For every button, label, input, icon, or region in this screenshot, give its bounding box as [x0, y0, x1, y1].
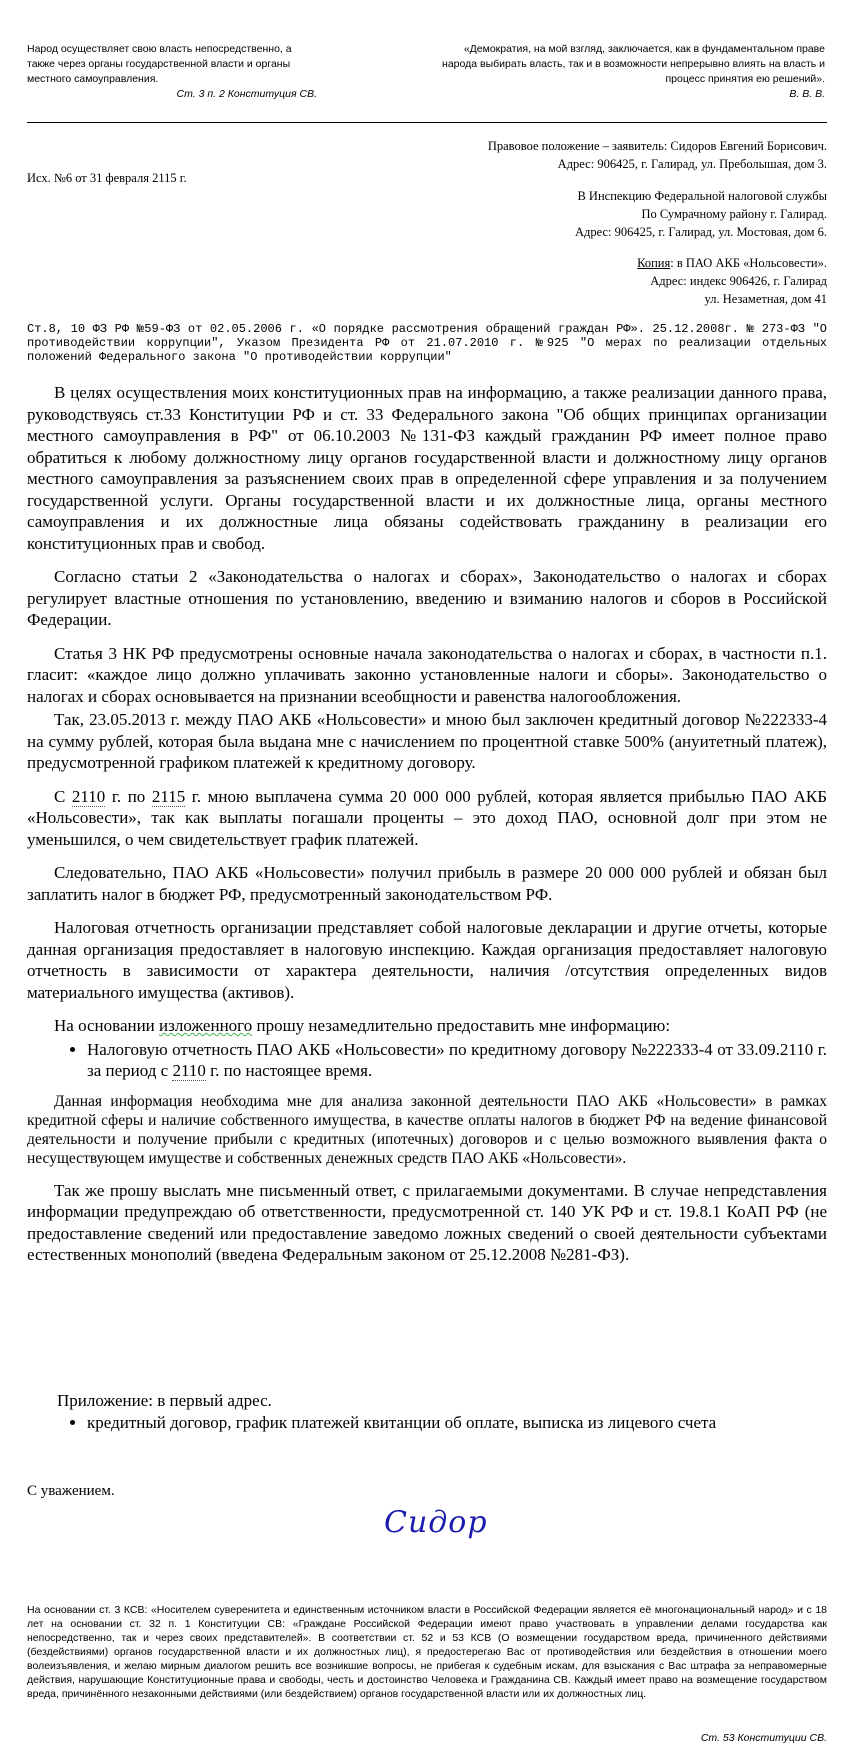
copy-block: [637, 254, 827, 308]
recipient-block: [575, 187, 827, 241]
p5-part-b: г. по: [105, 786, 152, 806]
body-paragraph-6: Следовательно, ПАО АКБ «Нольсовести» получил прибыль в размере 20 000 000 рублей и обязан был заплатить налог в бюджет РФ, предусмотренный законодательством РФ.: [27, 863, 827, 904]
bullet1-year: 2110: [172, 1061, 206, 1080]
outgoing-number: Исх. №6 от 31 февраля 2115 г.: [27, 171, 187, 185]
copy-line: [637, 254, 827, 272]
body-paragraph-1: В целях осуществления моих конституционных прав на информацию, а также реализации данного права, руководствуясь ст.33 Конституции РФ и ст. 33 Федерального закона "Об общих принципах организации местного самоуправления в РФ" от 06.10.2003 №131-ФЗ каждый гражданин РФ имеет полное право обратиться к любому должностному лицу органов государственной власти и должностному лицу органов местного самоуправления за разъяснением своих прав в определенной сфере управления и за получением государственной услуги. Органы государственной власти и их должностные лица, органы местного самоуправления и их должностные лица обязаны содействовать гражданину в реализации его конституционных прав и свобод.: [27, 383, 827, 553]
closing-regards: С уважением.: [27, 1483, 115, 1499]
recipient-address: Адрес: 906425, г. Галирад, ул. Мостовая, дом 6.: [575, 225, 827, 239]
p8-part-a: На основании: [54, 1016, 160, 1035]
applicant-address: Адрес: 906425, г. Галирад, ул. Преболышая, дом 3.: [557, 157, 827, 171]
bullet1-part-a: Налоговую отчетность ПАО АКБ «Нольсовести» по кредитному договору №222333-4 от 33.09.2110 г. за период с: [87, 1039, 827, 1080]
applicant-block: [488, 137, 827, 173]
body-paragraph-8: [27, 1015, 827, 1037]
laws-reference: Ст.8, 10 ФЗ РФ №59-ФЗ от 02.05.2006 г. «О порядке рассмотрения обращений граждан РФ». 25.12.2008г. № 273-ФЗ "О противодействии коррупции", Указом Президента РФ от 21.07.2010 г. №925 "О мерах по реализации отдельных положений Федерального закона "О противодействии коррупции": [27, 322, 827, 364]
footer-text: На основании ст. 3 КСВ: «Носителем суверенитета и единственным источником власти в Российской Федерации является её многонациональный народ» и с 18 лет на основании ст. 32 п. 1 Конституции СВ: «Граждане Российской Федерации имеют право участвовать в управлении делами государства как непосредственно, так и через своих представителей». В соответствии ст. 52 и 53 КСВ (О возмещении государством вреда, причиненного действиями (бездействиями) органов государственной власти и их должностных лиц), я предостерегаю Вас от противодействия или бездействия в отношении моего волеизъявления, и желаю мирным диалогом решить все возникшие вопросы, не прибегая к судебным искам, для взыскания с Вас штрафа за неправомерные действия, нарушающие Конституционные права и свободы, честь и достоинство Человека и Гражданина СВ. Каждый имеет право на возмещение государством вреда, причинённого незаконными действиями (или бездействием) органов государственной власти или их должностных лиц.: [27, 1604, 827, 1700]
body-paragraph-5: [27, 786, 827, 851]
request-item: [87, 1039, 827, 1082]
copy-recipient: : в ПАО АКБ «Нольсовести».: [670, 256, 827, 270]
recipient-line2: По Сумрачному району г. Галирад.: [641, 207, 827, 221]
bullet1-part-b: г. по настоящее время.: [205, 1061, 373, 1080]
body-paragraph-9: Данная информация необходима мне для анализа законной деятельности ПАО АКБ «Нольсовести» в рамках кредитной сферы и наличие собственного имущества, в качестве оплаты налогов в бюджет РФ на ведение финансовой деятельности и получение прибыли с кредитных (ипотечных) договоров и с целью возможного выявления факта о несуществующем имуществе и собственных денежных средств ПАО АКБ «Нольсовести».: [27, 1092, 827, 1167]
appendix-list: [57, 1412, 827, 1434]
copy-address-line2: ул. Незаметная, дом 41: [704, 292, 827, 306]
epigraph-left-text: Народ осуществляет свою власть непосредственно, а также через органы государственной власти и органы местного самоуправления.: [27, 43, 292, 85]
epigraph-left: [27, 42, 317, 102]
appendix-item: • кредитный договор, график платежей квитанции об оплате, выписка из лицевого счета: [87, 1412, 827, 1434]
p8-word: изложенного: [159, 1016, 253, 1035]
p5-year-end: 2115: [151, 786, 186, 806]
epigraph-right-source: В. В. В.: [789, 88, 825, 100]
p5-year-start: 2110: [71, 786, 106, 806]
footer-source: Ст. 53 Конституции СВ.: [700, 1732, 827, 1744]
copy-address-line1: Адрес: индекс 906426, г. Галирад: [650, 274, 827, 288]
epigraph-right-text: «Демократия, на мой взгляд, заключается, как в фундаментальном праве народа выбирать власть, так и в возможности непрерывно влиять на власть и процесс принятия ею решений».: [442, 43, 825, 85]
body-paragraph-7: Налоговая отчетность организации представляет собой налоговые декларации и другие отчеты, которые данная организация предоставляет в налоговую инспекцию. Каждая организация предоставляет налоговую отчетность в зависимости от характера деятельности, наличия /отсутствия определенных видов материального имущества (активов).: [27, 918, 827, 1002]
appendix: [57, 1390, 827, 1433]
epigraph-left-source: Ст. 3 п. 2 Конституция СВ.: [176, 88, 317, 100]
p5-part-a: С: [54, 786, 72, 806]
body-paragraph-3: Статья 3 НК РФ предусмотрены основные начала законодательства о налогах и сборах, в частности п.1. гласит: «каждое лицо должно уплачивать законно установленные налоги и сборы». Законодательство о налогах и сборах основывается на признании всеобщности и равенства налогообложения.: [27, 643, 827, 706]
signature: Сидор: [384, 1505, 488, 1540]
appendix-title: Приложение: в первый адрес.: [57, 1391, 272, 1410]
copy-label: Копия: [637, 256, 671, 270]
request-list: [27, 1039, 827, 1082]
body-paragraph-4: Так, 23.05.2013 г. между ПАО АКБ «Нольсовести» и мною был заключен кредитный договор №222333-4 на сумму рублей, которая была выдана мне с начислением по процентной ставке 500% (ануитетный платеж), предусмотренной графиком платежей к кредитному договору.: [27, 710, 827, 772]
letter-body: [27, 382, 827, 1278]
body-paragraph-10: Так же прошу выслать мне письменный ответ, с прилагаемыми документами. В случае непредставления информации предупреждаю об ответственности, предусмотренной ст. 140 УК РФ и ст. 19.8.1 КоАП РФ (не предоставление сведений или предоставление заведомо ложных сведений о своей деятельности субъектами естественных монополий (введена Федеральным законом от 25.12.2008 №281-ФЗ).: [27, 1180, 827, 1264]
recipient-line1: В Инспекцию Федеральной налоговой службы: [577, 189, 827, 203]
applicant-line: Правовое положение – заявитель: Сидоров Евгений Борисович.: [487, 139, 827, 153]
p5-part-c: г. мною выплачена сумма 20 000 000 рублей, которая является прибылью ПАО АКБ «Нольсовести», так как выплаты погашали проценты – это доход ПАО, основной долг при этом не уменьшился, о чем свидетельствует график платежей.: [27, 786, 828, 849]
p8-part-b: прошу незамедлительно предоставить мне информацию:: [252, 1016, 671, 1035]
body-paragraph-2: Согласно статьи 2 «Законодательства о налогах и сборах», Законодательство о налогах и сборах регулирует властные отношения по установлению, введению и взиманию налогов и сборов в Российской Федерации.: [27, 567, 827, 629]
header-divider: [27, 122, 827, 123]
epigraph-right: [440, 42, 825, 102]
